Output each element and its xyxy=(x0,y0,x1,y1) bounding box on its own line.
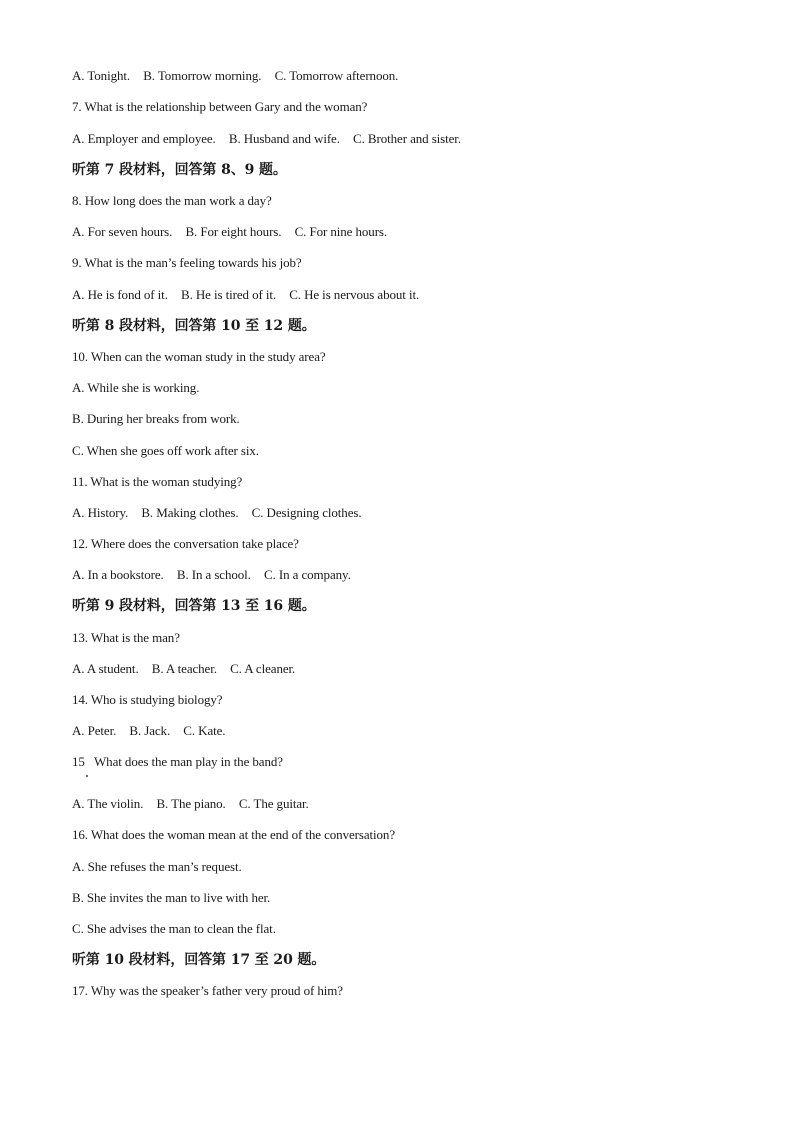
options-line xyxy=(72,505,372,521)
option-a: A. Employer and employee. xyxy=(72,131,216,146)
option-b: B. She invites the man to live with her. xyxy=(72,890,271,905)
options-line xyxy=(72,661,305,677)
section-heading-10: 听第 10 段材料，回答第 17 至 20 题。 xyxy=(72,952,326,968)
question-11: 11. What is the woman studying? xyxy=(72,474,243,489)
option-a: A. The violin. xyxy=(72,796,144,811)
question-7: 7. What is the relationship between Gary and the woman? xyxy=(72,99,368,114)
option-a: A. A student. xyxy=(72,661,139,676)
option-a: A. Peter. xyxy=(72,723,117,738)
option-c: C. For nine hours. xyxy=(294,224,388,239)
question-16: 16. What does the woman mean at the end of the conversation? xyxy=(72,827,395,842)
option-a: A. She refuses the man’s request. xyxy=(72,859,242,874)
option-a: A. He is fond of it. xyxy=(72,287,168,302)
question-9: 9. What is the man’s feeling towards his job? xyxy=(72,255,302,270)
section-heading-9: 听第 9 段材料，回答第 13 至 16 题。 xyxy=(72,598,316,614)
option-c: C. He is nervous about it. xyxy=(289,287,420,302)
options-line xyxy=(72,723,235,739)
option-b: B. During her breaks from work. xyxy=(72,411,240,426)
option-a: A. History. xyxy=(72,505,129,520)
option-c: C. Tomorrow afternoon. xyxy=(274,68,399,83)
option-b: B. In a school. xyxy=(176,567,251,582)
options-line xyxy=(72,567,361,583)
question-8: 8. How long does the man work a day? xyxy=(72,193,272,208)
option-b: B. The piano. xyxy=(156,796,226,811)
option-c: C. Brother and sister. xyxy=(353,131,461,146)
option-c: C. She advises the man to clean the flat. xyxy=(72,921,276,936)
options-line xyxy=(72,131,471,147)
option-c: C. Designing clothes. xyxy=(251,505,362,520)
option-c: C. When she goes off work after six. xyxy=(72,443,259,458)
option-b: B. Husband and wife. xyxy=(228,131,340,146)
option-b: B. A teacher. xyxy=(151,661,217,676)
option-a: A. Tonight. xyxy=(72,68,131,83)
options-line xyxy=(72,224,397,240)
option-c: C. A cleaner. xyxy=(230,661,296,676)
option-b: B. Tomorrow morning. xyxy=(143,68,262,83)
stray-dot-mark xyxy=(86,775,88,777)
option-b: B. Making clothes. xyxy=(141,505,239,520)
section-heading-8: 听第 8 段材料，回答第 10 至 12 题。 xyxy=(72,318,316,334)
option-b: B. He is tired of it. xyxy=(181,287,277,302)
question-12: 12. Where does the conversation take place? xyxy=(72,536,299,551)
question-10: 10. When can the woman study in the study area? xyxy=(72,349,326,364)
option-a: A. While she is working. xyxy=(72,380,200,395)
question-17: 17. Why was the speaker’s father very proud of him? xyxy=(72,983,343,998)
options-line xyxy=(72,796,319,812)
section-heading-7: 听第 7 段材料，回答第 8、9 题。 xyxy=(72,162,287,178)
options-line xyxy=(72,287,429,303)
option-c: C. In a company. xyxy=(264,567,351,582)
question-14: 14. Who is studying biology? xyxy=(72,692,223,707)
option-b: B. Jack. xyxy=(129,723,171,738)
option-c: C. Kate. xyxy=(183,723,226,738)
option-c: C. The guitar. xyxy=(238,796,309,811)
question-15: 15 What does the man play in the band? xyxy=(72,754,283,769)
option-a: A. In a bookstore. xyxy=(72,567,164,582)
option-b: B. For eight hours. xyxy=(185,224,282,239)
options-line xyxy=(72,68,408,84)
option-a: A. For seven hours. xyxy=(72,224,173,239)
question-13: 13. What is the man? xyxy=(72,630,180,645)
